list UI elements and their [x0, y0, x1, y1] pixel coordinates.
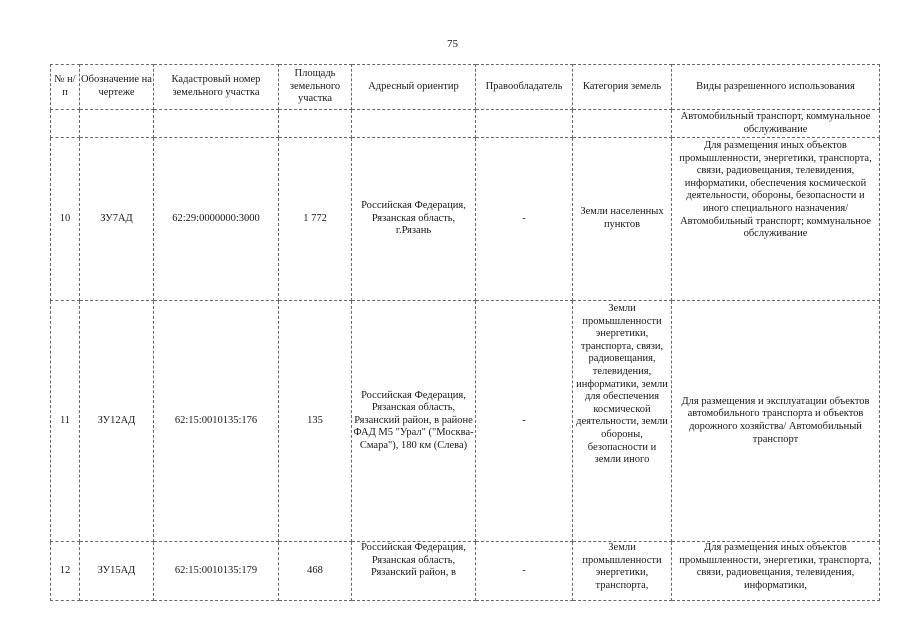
cell-designation: ЗУ7АД: [80, 138, 154, 301]
cell-designation: ЗУ12АД: [80, 301, 154, 542]
cell-num: 12: [51, 542, 80, 601]
cell-category: [573, 301, 672, 542]
land-plots-table: [50, 64, 880, 601]
cell-category: [573, 110, 672, 138]
cell-owner: -: [476, 138, 573, 301]
table-row: [51, 110, 880, 138]
cell-category: [573, 542, 672, 601]
header-usage: Виды разрешенного использования: [672, 65, 880, 110]
table-row: [51, 138, 880, 301]
header-designation: Обозначение на чертеже: [80, 65, 154, 110]
header-num: № н/п: [51, 65, 80, 110]
category-text: Земли промышленности энергетики, транспорта, связи, радиовещания, телевидения, информатики, земли для обеспечения космической деятельности, земли обороны, безопасности и земли иного: [576, 303, 668, 466]
cell-designation: [80, 110, 154, 138]
cell-area: 135: [279, 301, 352, 542]
cell-area: [279, 110, 352, 138]
page-number: 75: [447, 38, 458, 50]
cell-designation: ЗУ15АД: [80, 542, 154, 601]
header-category: Категория земель: [573, 65, 672, 110]
cell-usage: [672, 542, 880, 601]
cell-owner: -: [476, 542, 573, 601]
category-text: Земли промышленности энергетики, транспорта,: [582, 542, 662, 591]
table-header-row: [51, 65, 880, 110]
address-text: Российская Федерация, Рязанская область, Рязанский район, в: [361, 542, 466, 579]
cell-owner: [476, 110, 573, 138]
cell-usage: [672, 138, 880, 301]
cell-num: 11: [51, 301, 80, 542]
header-area: Площадь земельного участка: [279, 65, 352, 110]
usage-text: Для размещения иных объектов промышленности, энергетики, транспорта, связи, радиовещания, телевидения, информатики, обеспечения космической деятельности, обороны, безопасности и иного специального назначения/ Автомобильный транспорт; коммунальное обслуживание: [679, 140, 872, 240]
cell-usage: Автомобильный транспорт, коммунальное обслуживание: [672, 110, 880, 138]
table-row: [51, 301, 880, 542]
cell-cadastral: 62:29:0000000:3000: [154, 138, 279, 301]
cell-owner: -: [476, 301, 573, 542]
cell-cadastral: 62:15:0010135:176: [154, 301, 279, 542]
cell-area: 468: [279, 542, 352, 601]
cell-num: [51, 110, 80, 138]
cell-address: [352, 110, 476, 138]
cell-num: 10: [51, 138, 80, 301]
cell-category: Земли населенных пунктов: [573, 138, 672, 301]
cell-address: [352, 542, 476, 601]
cell-usage: Для размещения и эксплуатации объектов автомобильного транспорта и объектов дорожного хозяйства/ Автомобильный транспорт: [672, 301, 880, 542]
cell-address: Российская Федерация, Рязанская область, г.Рязань: [352, 138, 476, 301]
usage-text: Для размещения иных объектов промышленности, энергетики, транспорта, связи, радиовещания, телевидения, информатики,: [679, 542, 872, 591]
header-owner: Правообладатель: [476, 65, 573, 110]
table-row: [51, 542, 880, 601]
header-address: Адресный ориентир: [352, 65, 476, 110]
cell-cadastral: 62:15:0010135:179: [154, 542, 279, 601]
cell-address: Российская Федерация, Рязанская область, Рязанский район, в районе ФАД М5 "Урал" ("Москва-Смара"), 180 км (Слева): [352, 301, 476, 542]
cell-cadastral: [154, 110, 279, 138]
header-cadastral: Кадастровый номер земельного участка: [154, 65, 279, 110]
cell-area: 1 772: [279, 138, 352, 301]
